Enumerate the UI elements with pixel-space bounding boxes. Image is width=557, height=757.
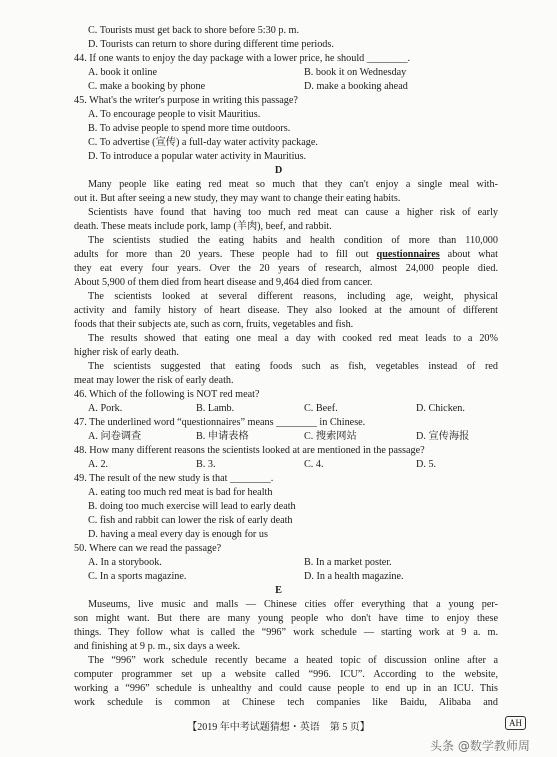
- q44-option-a: A. book it online: [88, 67, 158, 78]
- q47-option-a: A. 问卷调查: [88, 431, 142, 442]
- q45-option-b: B. To advise people to spend more time outdoors.: [88, 123, 291, 134]
- q50-option-d: D. In a health magazine.: [304, 571, 404, 582]
- passage-e-line: working a “996” schedule is unhealthy and could cause people to end up in an ICU. This: [74, 683, 498, 694]
- passage-d-line: The scientists suggested that eating foods such as fish, vegetables instead of red: [88, 361, 498, 372]
- question-49-stem: 49. The result of the new study is that ________.: [74, 473, 274, 484]
- question-45-stem: 45. What's the writer's purpose in writing this passage?: [74, 95, 298, 106]
- passage-d-line: Many people like eating red meat so much that they can't enjoy a single meal with-: [88, 179, 498, 190]
- passage-d-line-questionnaires: [74, 248, 498, 262]
- passage-d-line: activity and family history of heart disease. They also looked at the amount of different: [74, 305, 498, 316]
- section-d-heading: D: [274, 165, 283, 176]
- q45-option-a: A. To encourage people to visit Mauritius.: [88, 109, 261, 120]
- passage-e-line: son might want. But there are many young people who don't have time to enjoy these: [74, 613, 498, 624]
- question-46-stem: 46. Which of the following is NOT red meat?: [74, 389, 260, 400]
- q49-option-b: B. doing too much exercise will lead to early death: [88, 501, 296, 512]
- passage-d-line: The results showed that eating one meal a day with cooked red meat leads to a 20%: [88, 333, 498, 344]
- passage-d-text: adults for more than 20 years. These people had to fill out: [74, 249, 369, 260]
- q44-option-d: D. make a booking ahead: [304, 81, 408, 92]
- passage-d-line: death. These meats include pork, lamp (羊肉), beef, and rabbit.: [74, 221, 332, 232]
- passage-d-line: About 5,900 of them died from heart disease and 9,464 died from cancer.: [74, 277, 373, 288]
- q49-option-a: A. eating too much red meat is bad for health: [88, 487, 273, 498]
- watermark: 头条 @数学教师周: [430, 739, 530, 753]
- q50-option-c: C. In a sports magazine.: [88, 571, 187, 582]
- q50-option-a: A. In a storybook.: [88, 557, 162, 568]
- passage-e-line: computer programmer set up a website called “996. ICU”. According to the website,: [74, 669, 498, 680]
- q45-option-d: D. To introduce a popular water activity in Mauritius.: [88, 151, 307, 162]
- q48-option-a: A. 2.: [88, 459, 109, 470]
- passage-e-line: Museums, live music and malls — Chinese cities offer everything that a young per-: [88, 599, 498, 610]
- question-44-stem: 44. If one wants to enjoy the day package with a lower price, he should ________.: [74, 53, 411, 64]
- passage-e-line: things. They follow what is called the “996” work schedule — starting work at 9 a. m.: [74, 627, 498, 638]
- question-47-stem: 47. The underlined word “questionnaires” means ________ in Chinese.: [74, 417, 366, 428]
- passage-e-line: The “996” work schedule recently became a heated topic of discussion online after a: [88, 655, 498, 666]
- q49-option-d: D. having a meal every day is enough for us: [88, 529, 268, 540]
- q47-option-b: B. 申请表格: [196, 431, 249, 442]
- q47-option-d: D. 宣传海报: [416, 431, 470, 442]
- passage-d-line: Scientists have found that having too much red meat can cause a higher risk of early: [88, 207, 498, 218]
- passage-d-line: they eat every four years. Over the 20 years of research, almost 24,000 people died.: [74, 263, 498, 274]
- q44-option-c: C. make a booking by phone: [88, 81, 206, 92]
- passage-d-line: out it. But after seeing a new study, they may want to change their eating habits.: [74, 193, 401, 204]
- passage-d-line: The scientists studied the eating habits and health condition of more than 110,000: [88, 235, 498, 246]
- passage-d-line: The scientists looked at several different reasons, including age, weight, physical: [88, 291, 498, 302]
- q47-option-c: C. 搜索网站: [304, 431, 357, 442]
- q48-option-c: C. 4.: [304, 459, 324, 470]
- passage-e-line: work schedule is common at Chinese tech companies like Baidu, Alibaba and: [74, 697, 498, 708]
- option-43d: D. Tourists can return to shore during different time periods.: [88, 39, 334, 50]
- question-50-stem: 50. Where can we read the passage?: [74, 543, 222, 554]
- q46-option-d: D. Chicken.: [416, 403, 465, 414]
- q45-option-c: C. To advertise (宣传) a full-day water activity package.: [88, 137, 318, 148]
- q48-option-d: D. 5.: [416, 459, 437, 470]
- underlined-word-questionnaires: questionnaires: [376, 249, 440, 260]
- q50-option-b: B. In a market poster.: [304, 557, 392, 568]
- page-footer: 【2019 年中考试题猜想・英语 第 5 页】: [187, 722, 370, 733]
- passage-d-text: about what: [447, 249, 499, 260]
- passage-d-line: meat may lower the risk of early death.: [74, 375, 234, 386]
- passage-d-line: higher risk of early death.: [74, 347, 179, 358]
- q44-option-b: B. book it on Wednesday: [304, 67, 407, 78]
- q46-option-a: A. Pork.: [88, 403, 123, 414]
- option-43c: C. Tourists must get back to shore before 5:30 p. m.: [88, 25, 300, 36]
- passage-e-line: and finishing at 9 p. m., six days a week.: [74, 641, 241, 652]
- q48-option-b: B. 3.: [196, 459, 216, 470]
- q46-option-b: B. Lamb.: [196, 403, 235, 414]
- region-badge: AH: [505, 716, 526, 730]
- passage-d-line: foods that their subjects ate, such as corn, fruits, vegetables and fish.: [74, 319, 354, 330]
- q46-option-c: C. Beef.: [304, 403, 338, 414]
- q49-option-c: C. fish and rabbit can lower the risk of early death: [88, 515, 293, 526]
- section-e-heading: E: [275, 585, 282, 596]
- question-48-stem: 48. How many different reasons the scientists looked at are mentioned in the passage?: [74, 445, 425, 456]
